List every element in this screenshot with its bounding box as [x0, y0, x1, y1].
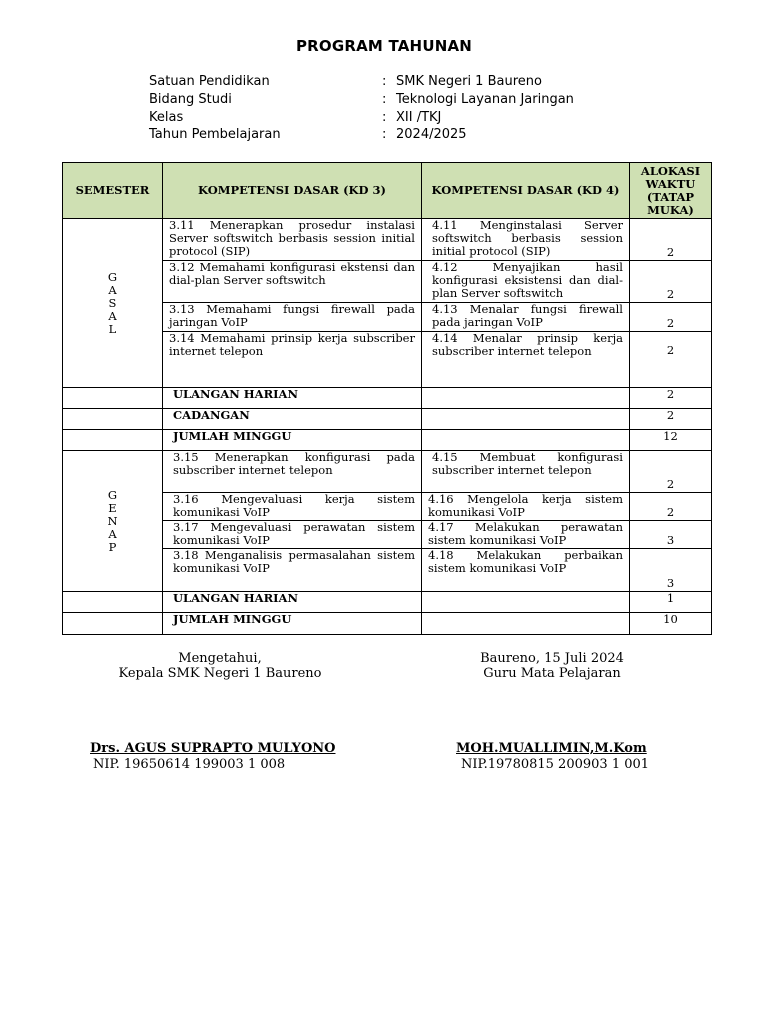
- semester-letter: G: [107, 487, 118, 502]
- semester-letter: E: [108, 500, 117, 515]
- header-alokasi: ALOKASI WAKTU (TATAP MUKA): [630, 163, 712, 219]
- table-row: [63, 430, 712, 451]
- kd3-cell: 3.16 Mengevaluasi kerja sistem komunikasi VoIP: [163, 493, 422, 521]
- waktu-cell: 3: [630, 521, 712, 549]
- info-label: Bidang Studi: [149, 92, 232, 108]
- kd4-cell: 4.14 Menalar prinsip kerja subscriber internet telepon: [422, 332, 630, 388]
- empty-cell: [422, 388, 630, 409]
- semester-letter: A: [108, 282, 117, 297]
- empty-cell: [63, 409, 163, 430]
- kd4-cell: 4.11 Menginstalasi Server softswitch berbasis session initial protocol (SIP): [422, 219, 630, 261]
- kd3-cell: 3.14 Memahami prinsip kerja subscriber internet telepon: [163, 332, 422, 388]
- info-value: SMK Negeri 1 Baureno: [396, 74, 542, 90]
- empty-cell: [422, 592, 630, 613]
- kd4-cell: 4.15 Membuat konfigurasi subscriber internet telepon: [422, 451, 630, 493]
- waktu-cell: 2: [630, 219, 712, 261]
- ulangan-harian-value: 1: [630, 592, 712, 613]
- signature-right-block: [440, 651, 664, 681]
- kd3-cell: 3.12 Memahami konfigurasi ekstensi dan dial-plan Server softswitch: [163, 261, 422, 303]
- semester-letter: S: [108, 295, 117, 310]
- kd4-cell: 4.17 Melakukan perawatan sistem komunikasi VoIP: [422, 521, 630, 549]
- info-row-tahun: [149, 126, 574, 144]
- info-row-bidang: [149, 91, 574, 109]
- header-semester: SEMESTER: [63, 163, 163, 219]
- kepala-sekolah-name: Drs. AGUS SUPRAPTO MULYONO: [90, 741, 336, 756]
- cadangan-label: CADANGAN: [163, 409, 422, 430]
- kd4-cell: 4.12 Menyajikan hasil konfigurasi eksistensi dan dial-plan Server softswitch: [422, 261, 630, 303]
- table-row: [63, 451, 712, 493]
- info-colon: :: [382, 74, 387, 90]
- table-row: [63, 219, 712, 261]
- empty-cell: [63, 430, 163, 451]
- program-table: [62, 162, 712, 635]
- kepala-sekolah-title: Kepala SMK Negeri 1 Baureno: [118, 666, 322, 681]
- cadangan-value: 2: [630, 409, 712, 430]
- kepala-sekolah-nip: NIP. 19650614 199003 1 008: [93, 757, 286, 772]
- empty-cell: [63, 592, 163, 613]
- empty-cell: [422, 613, 630, 635]
- semester-letter: A: [108, 308, 117, 323]
- header-kd4: KOMPETENSI DASAR (KD 4): [422, 163, 630, 219]
- guru-title: Guru Mata Pelajaran: [483, 666, 621, 681]
- empty-cell: [63, 613, 163, 635]
- jumlah-minggu-value: 10: [630, 613, 712, 635]
- info-colon: :: [382, 127, 387, 143]
- page-title: PROGRAM TAHUNAN: [295, 37, 473, 55]
- signature-left-block: [100, 651, 340, 681]
- jumlah-minggu-value: 12: [630, 430, 712, 451]
- kd4-cell: 4.16 Mengelola kerja sistem komunikasi VoIP: [422, 493, 630, 521]
- info-label: Satuan Pendidikan: [149, 74, 270, 90]
- jumlah-minggu-label: JUMLAH MINGGU: [163, 613, 422, 635]
- semester-letter: P: [108, 539, 117, 554]
- info-value: XII /TKJ: [396, 109, 442, 125]
- empty-cell: [63, 388, 163, 409]
- table-row: [63, 613, 712, 635]
- kd3-cell: 3.17 Mengevaluasi perawatan sistem komunikasi VoIP: [163, 521, 422, 549]
- kd4-cell: 4.18 Melakukan perbaikan sistem komunikasi VoIP: [422, 549, 630, 592]
- table-row: [63, 388, 712, 409]
- semester-genap: [63, 451, 163, 592]
- waktu-cell: 2: [630, 303, 712, 332]
- waktu-cell: 2: [630, 451, 712, 493]
- kd3-cell: 3.18 Menganalisis permasalahan sistem komunikasi VoIP: [163, 549, 422, 592]
- info-row-kelas: [149, 108, 574, 126]
- info-value: Teknologi Layanan Jaringan: [396, 92, 574, 108]
- waktu-cell: 2: [630, 332, 712, 388]
- table-row: [63, 592, 712, 613]
- info-value: 2024/2025: [396, 127, 467, 143]
- school-info: [149, 73, 574, 144]
- table-row: [63, 409, 712, 430]
- info-colon: :: [382, 109, 387, 125]
- jumlah-minggu-label: JUMLAH MINGGU: [163, 430, 422, 451]
- header-kd3: KOMPETENSI DASAR (KD 3): [163, 163, 422, 219]
- waktu-cell: 2: [630, 493, 712, 521]
- mengetahui-text: Mengetahui,: [178, 651, 262, 666]
- semester-gasal: [63, 219, 163, 388]
- guru-name: MOH.MUALLIMIN,M.Kom: [456, 741, 647, 756]
- kd3-cell: 3.13 Memahami fungsi firewall pada jaringan VoIP: [163, 303, 422, 332]
- info-colon: :: [382, 92, 387, 108]
- kd3-cell: 3.15 Menerapkan konfigurasi pada subscriber internet telepon: [163, 451, 422, 493]
- semester-letter: L: [108, 321, 117, 336]
- table-header-row: [63, 163, 712, 219]
- semester-letter: A: [108, 526, 117, 541]
- ulangan-harian-value: 2: [630, 388, 712, 409]
- semester-letter: N: [107, 513, 118, 528]
- semester-letter: G: [107, 269, 118, 284]
- info-row-satuan: [149, 73, 574, 91]
- info-label: Kelas: [149, 109, 184, 125]
- ulangan-harian-label: ULANGAN HARIAN: [163, 592, 422, 613]
- guru-nip: NIP.19780815 200903 1 001: [461, 757, 650, 772]
- waktu-cell: 3: [630, 549, 712, 592]
- place-date: Baureno, 15 Juli 2024: [480, 651, 624, 666]
- kd3-cell: 3.11 Menerapkan prosedur instalasi Server softswitch berbasis session initial protocol (SIP): [163, 219, 422, 261]
- info-label: Tahun Pembelajaran: [149, 127, 281, 143]
- empty-cell: [422, 430, 630, 451]
- waktu-cell: 2: [630, 261, 712, 303]
- empty-cell: [422, 409, 630, 430]
- ulangan-harian-label: ULANGAN HARIAN: [163, 388, 422, 409]
- kd4-cell: 4.13 Menalar fungsi firewall pada jaringan VoIP: [422, 303, 630, 332]
